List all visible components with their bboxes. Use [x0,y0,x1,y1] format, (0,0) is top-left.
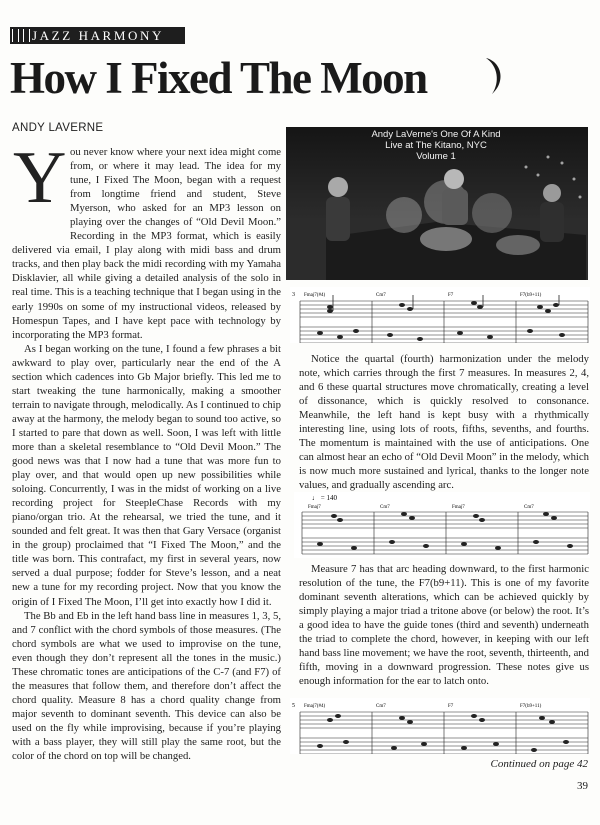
chord-symbol: F7(b9+11) [520,293,542,298]
chord-symbol: Cm7 [380,505,390,510]
chord-symbol: Fmaj7(#4) [304,704,326,709]
section-label: JAZZ HARMONY [32,28,164,43]
chord-symbol: F7(b9+11) [520,704,542,709]
keyboard-icon [12,29,30,42]
band-photo [286,127,588,280]
chord-symbol: Cm7 [376,704,386,709]
music-excerpt-3 [290,698,590,754]
chord-symbol: Cm7 [376,293,386,298]
article-title: How I Fixed The Moon [10,53,427,103]
paragraph-3: The Bb and Eb in the left hand bass line in measures 1, 3, 5, and 7 conflict with the chord symbols of those measures. (The chord symbols are what we used to improvise on the tune, even though they don’t represent all the tones in the music.) These chromatic tones are anticipations of the C-7 (and F7) of the measures that follow them, and therefore don’t affect the chord quality. Measure 8 has a chord quality change from major seventh to dominant seventh. This device can also be used on the fly while improvising, because if you’re playing with a bass player, they will still play the same root, but the color of the chord on top will be changed. [12,609,281,763]
chord-symbol: Fmaj7 [452,505,465,510]
chord-symbol: Cm7 [524,505,534,510]
left-column [12,137,281,763]
drop-cap: Y [13,137,67,219]
paragraph-intro: ou never know where your next idea might come from, or where it may lead. The idea for my tune, I Fixed The Moon, began with a request from longtime friend and student, Steve Myerson, who asked for an MP3 lesson on playing over the changes of “Old Devil Moon.” Recording in the MP3 format, which is easily delivered via email, I play along with midi bass and drum tracks, and then play back the midi recording with my Yamaha Disklavier, all while giving a detailed analysis of the solo in real time. This is a teaching technique that I began using in the early 1990s on some of my instructional videos, released by Homespun Tapes, and I have kept pace with technology by incorporating the MP3 format. [12,146,281,341]
crescent-moon-icon [480,56,506,96]
right-column-bottom [299,562,589,688]
author-byline: ANDY LAVERNE [12,122,104,134]
right-column-top [299,352,589,492]
measure-number: 5 [292,703,295,709]
chord-symbol: Fmaj7(#4) [304,293,326,298]
continued-note[interactable]: Continued on page 42 [490,758,588,770]
paragraph-measure-7: Measure 7 has that arc heading downward, to the first harmonic resolution of the tune, the F7(b9+11). This is one of my favorite dominant seventh alterations, which can be achieved quickly by simply playing a major triad a tritone above (or below) the root. It’s a good idea to have the guide tones (third and seventh) underneath the triad to complete the chord, however, in keeping with our left hand bass line movement; we have the root, seventh, thirteenth, and fifth, moving in a downward progression. These notes give us enough information for the ear to latch onto. [299,563,589,688]
paragraph-quartal: Notice the quartal (fourth) harmonization under the melody note, which carries through the first 7 measures. In measures 2, 4, and 6 these quartal structures move chromatically, creating a level of dissonance, which is quickly resolved to consonance. Meanwhile, the left hand is kept busy with a rhythmically interesting line, using lots of roots, fifths, sevenths, and fourths. The momentum is maintained with the use of anticipations. One can almost hear an echo of “Old Devil Moon” in the melody, which is now much more sustained and lyrical, thanks to the longer note values, and gradually ascending arc. [299,353,589,492]
photo-caption: Andy LaVerne's One Of A Kind Live at The Kitano, NYC Volume 1 [371,129,501,162]
music-excerpt-2 [294,492,590,558]
paragraph-2: As I began working on the tune, I found a few phrases a bit awkward to play over, particularly near the end of the A section which cadences into Gb Major briefly. This led me to start tweaking the tune harmonically, making a smoother terrain to navigate through, melodically. As I continued to chip away at the harmony, the melody began to sound too active, so I started to pare that down as well. Soon, I was left with little more than a skeletal resemblance to “Old Devil Moon.” The good news was that I now had a tune that was more fun to play over, and that would open up new possibilities while soloing. Concurrently, I was in the midst of working on a live recording project for SteepleChase Records with my piano/organ trio. At the rehearsal, we tried the tune, and it sounded and felt great. It was then that Gary Versace (organist in the group) proclaimed that “I Fixed The Moon,” and the title was born. This contrafact, my first in several years, now served a dual purpose; fodder for Steve’s lesson, and a neat new a tune for my recording project. Now that you know the origin of I Fixed The Moon, I’ll get into exactly how I did it. [12,342,281,608]
tempo-marking: ♩ = 140 [312,494,337,502]
measure-number: 3 [292,292,295,298]
chord-symbol: F7 [448,704,454,709]
section-band [10,27,185,44]
music-excerpt-1 [290,287,590,343]
chord-symbol: F7 [448,293,454,298]
chord-symbol: Fmaj7 [308,505,321,510]
page-number: 39 [577,780,588,792]
